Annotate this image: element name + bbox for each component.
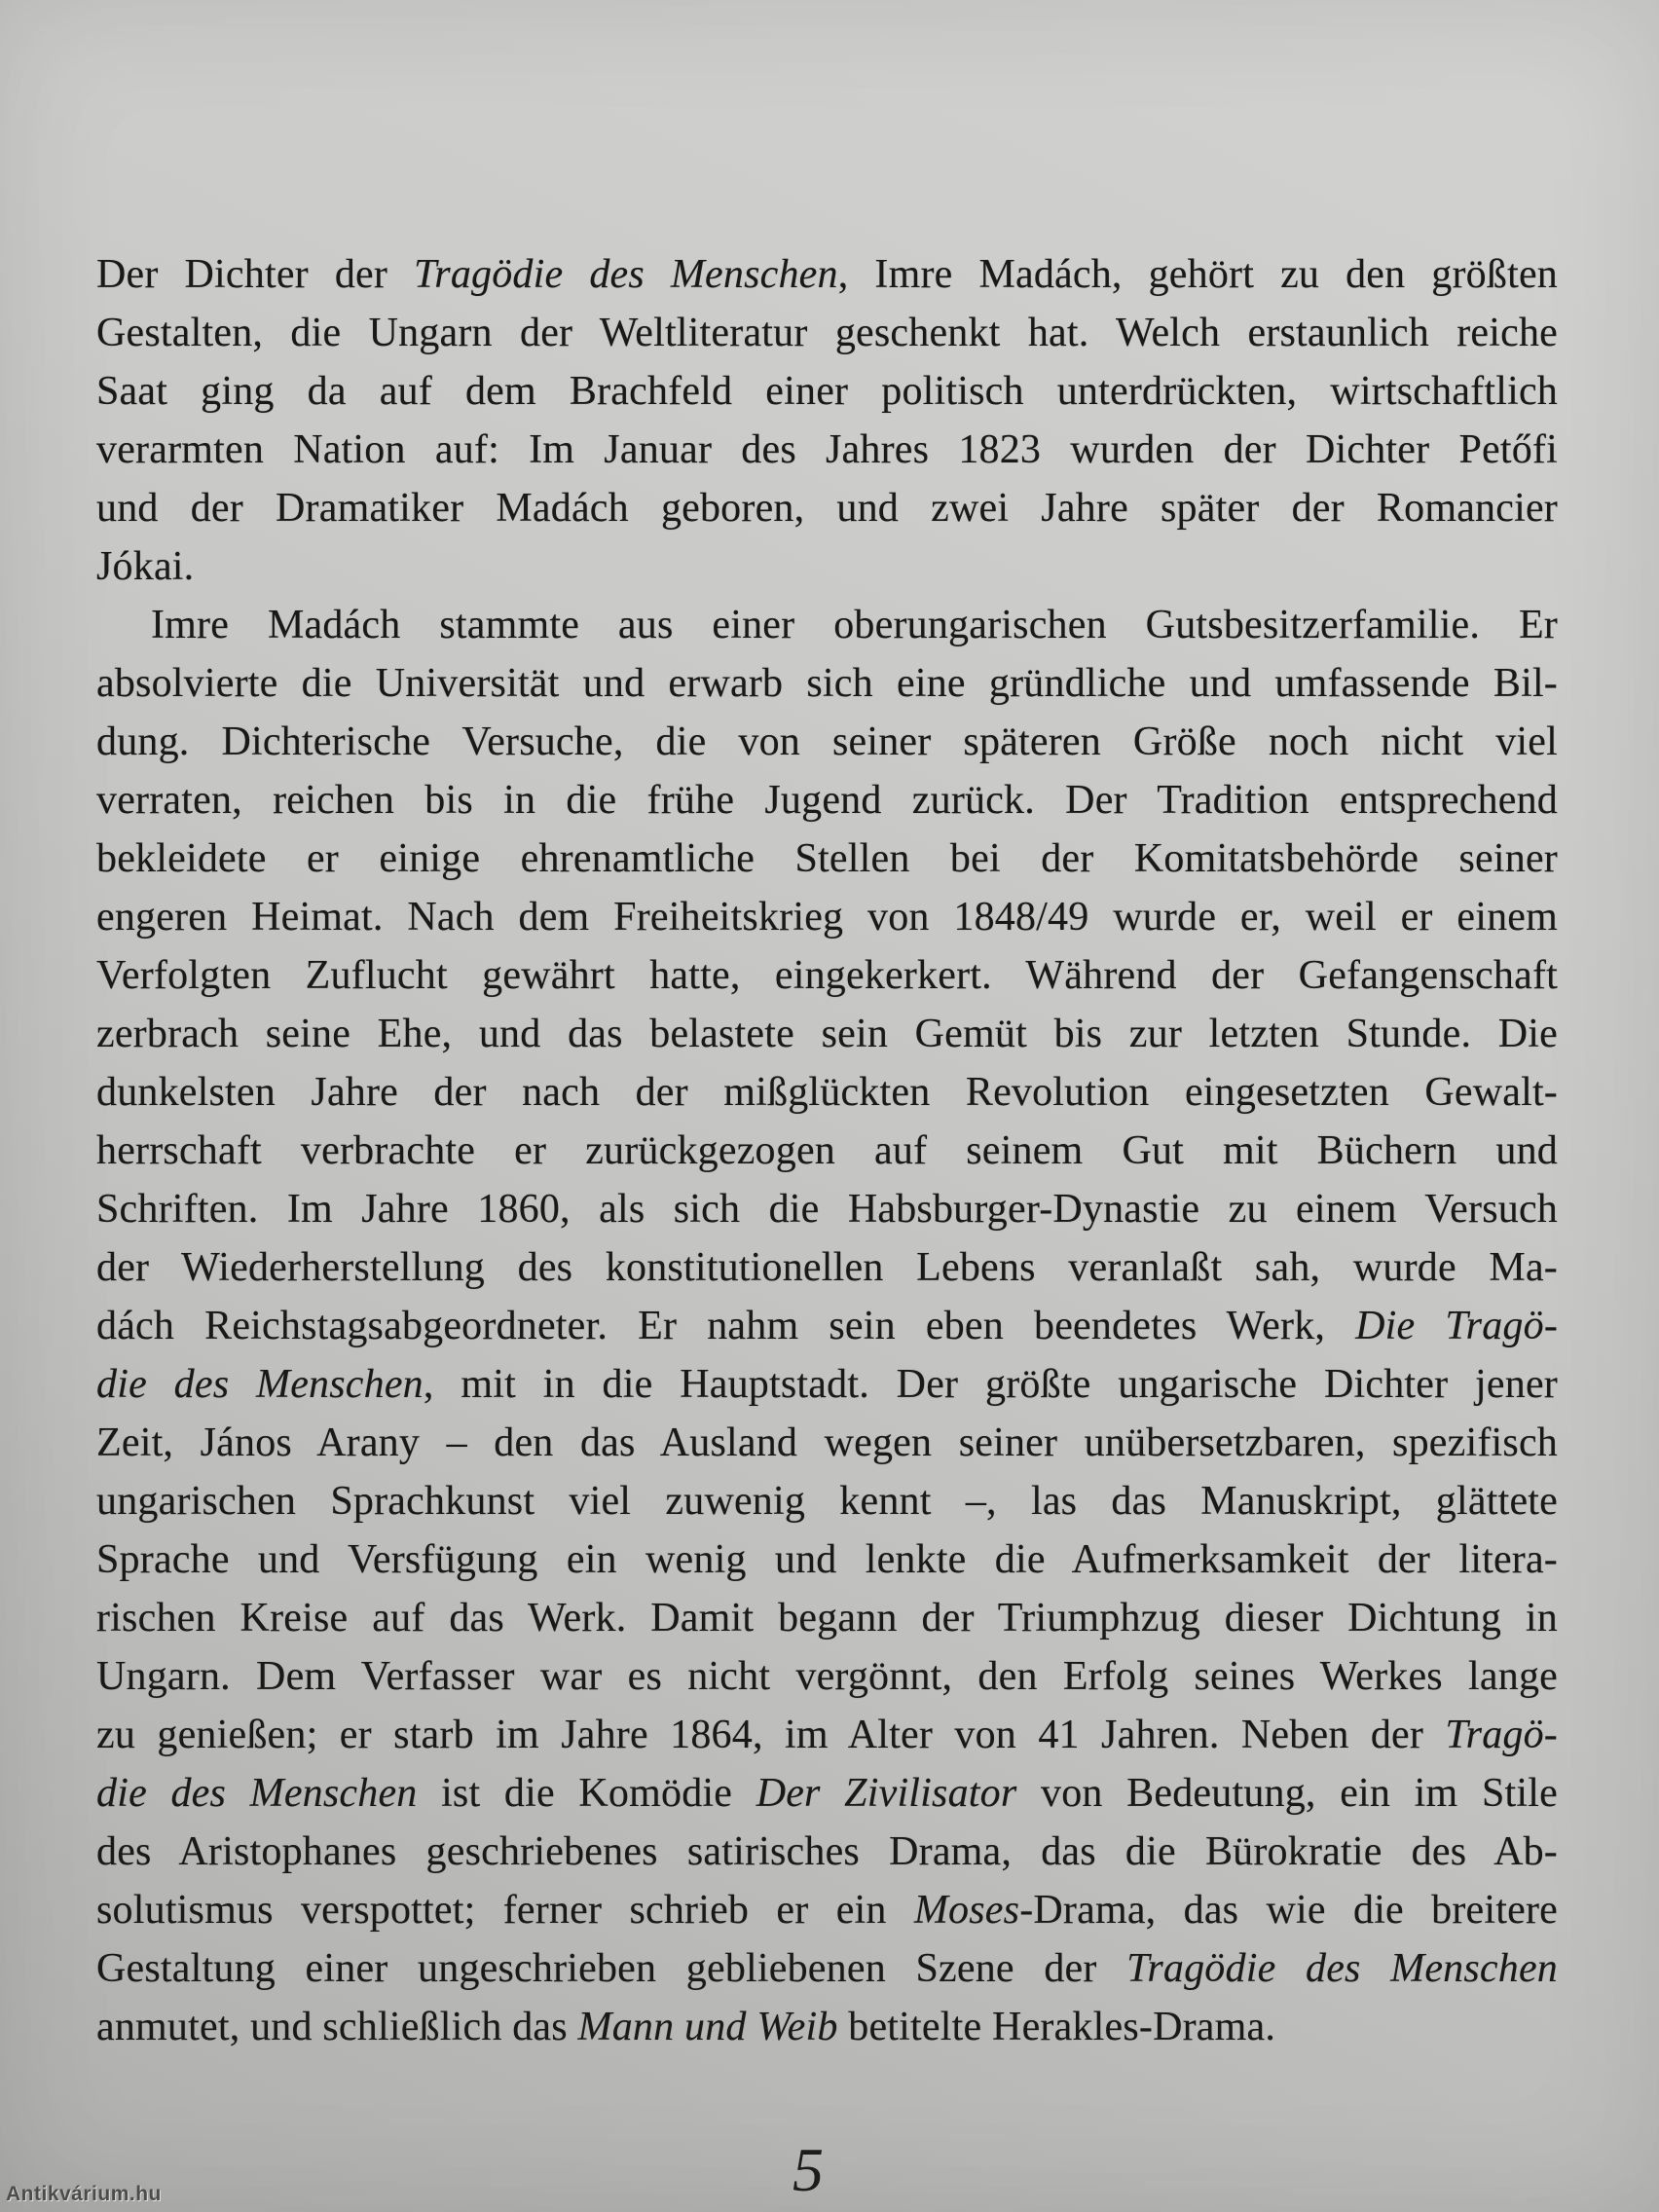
text-line: Jókai. [96,544,195,589]
text-line: rischen Kreise auf das Werk. Damit begann der Triumphzug dieser Dichtung in [96,1596,1558,1641]
text-line: absolvierte die Universität und erwarb sich eine gründliche und umfassende Bil- [96,661,1558,706]
text-line: anmutet, und schließlich das Mann und Weib betitelte Herakles-Drama. [96,2005,1276,2049]
text-line: ungarischen Sprachkunst viel zuwenig kennt –, las das Manuskript, glättete [96,1479,1558,1524]
text-line: bekleidete er einige ehrenamtliche Stellen bei der Komitatsbehörde seiner [96,836,1558,881]
text-line: dunkelsten Jahre der nach der mißglückten Revolution eingesetzten Gewalt- [96,1070,1558,1115]
text-line: Saat ging da auf dem Brachfeld einer politisch unterdrückten, wirtschaftlich [96,369,1558,414]
text-line: des Aristophanes geschriebenes satirisches Drama, das die Bürokratie des Ab- [96,1829,1558,1874]
text-line: Sprache und Versfügung ein wenig und lenkte die Aufmerksamkeit der litera- [96,1537,1558,1582]
text-line: verraten, reichen bis in die frühe Jugend zurück. Der Tradition entsprechend [96,778,1558,823]
text-line: die des Menschen, mit in die Hauptstadt. Der größte ungarische Dichter jener [96,1362,1558,1407]
text-line: Gestalten, die Ungarn der Weltliteratur geschenkt hat. Welch erstaunlich reiche [96,311,1558,355]
watermark: Antikvárium.hu [6,2183,162,2205]
text-line: herrschaft verbrachte er zurückgezogen auf seinem Gut mit Büchern und [96,1128,1558,1173]
text-line: dách Reichstagsabgeordneter. Er nahm sein eben beendetes Werk, Die Tragö- [96,1304,1559,1348]
text-line: die des Menschen ist die Komödie Der Zivilisator von Bedeutung, ein im Stile [96,1771,1558,1816]
text-line: dung. Dichterische Versuche, die von seiner späteren Größe noch nicht viel [96,719,1558,764]
text-line: Zeit, János Arany – den das Ausland wegen seiner unübersetzbaren, spezifisch [96,1420,1558,1465]
text-line: zu genießen; er starb im Jahre 1864, im Alter von 41 Jahren. Neben der Tragö- [96,1713,1558,1757]
text-line: verarmten Nation auf: Im Januar des Jahres 1823 wurden der Dichter Petőfi [96,427,1558,472]
text-block [96,245,1558,2056]
text-line: der Wiederherstellung des konstitutionellen Lebens veranlaßt sah, wurde Ma- [96,1245,1558,1290]
text-line: Ungarn. Dem Verfasser war es nicht vergönnt, den Erfolg seines Werkes lange [96,1654,1558,1699]
text-line: Schriften. Im Jahre 1860, als sich die Habsburger-Dynastie zu einem Versuch [96,1187,1558,1232]
text-line: zerbrach seine Ehe, und das belastete sein Gemüt bis zur letzten Stunde. Die [96,1012,1558,1056]
text-line: Gestaltung einer ungeschrieben gebliebenen Szene der Tragödie des Menschen [96,1946,1559,1991]
text-line: Imre Madách stammte aus einer oberungarischen Gutsbesitzerfamilie. Er [151,603,1558,647]
text-line: solutismus verspottet; ferner schrieb er ein Moses-Drama, das wie die breitere [96,1888,1559,1933]
text-line: Der Dichter der Tragödie des Menschen, Imre Madách, gehört zu den größten [96,252,1558,297]
text-line: Verfolgten Zuflucht gewährt hatte, eingekerkert. Während der Gefangenschaft [96,953,1558,998]
text-line: und der Dramatiker Madách geboren, und zwei Jahre später der Romancier [96,486,1558,531]
page-number: 5 [793,2135,824,2204]
text-line: engeren Heimat. Nach dem Freiheitskrieg von 1848/49 wurde er, weil er einem [96,895,1558,940]
